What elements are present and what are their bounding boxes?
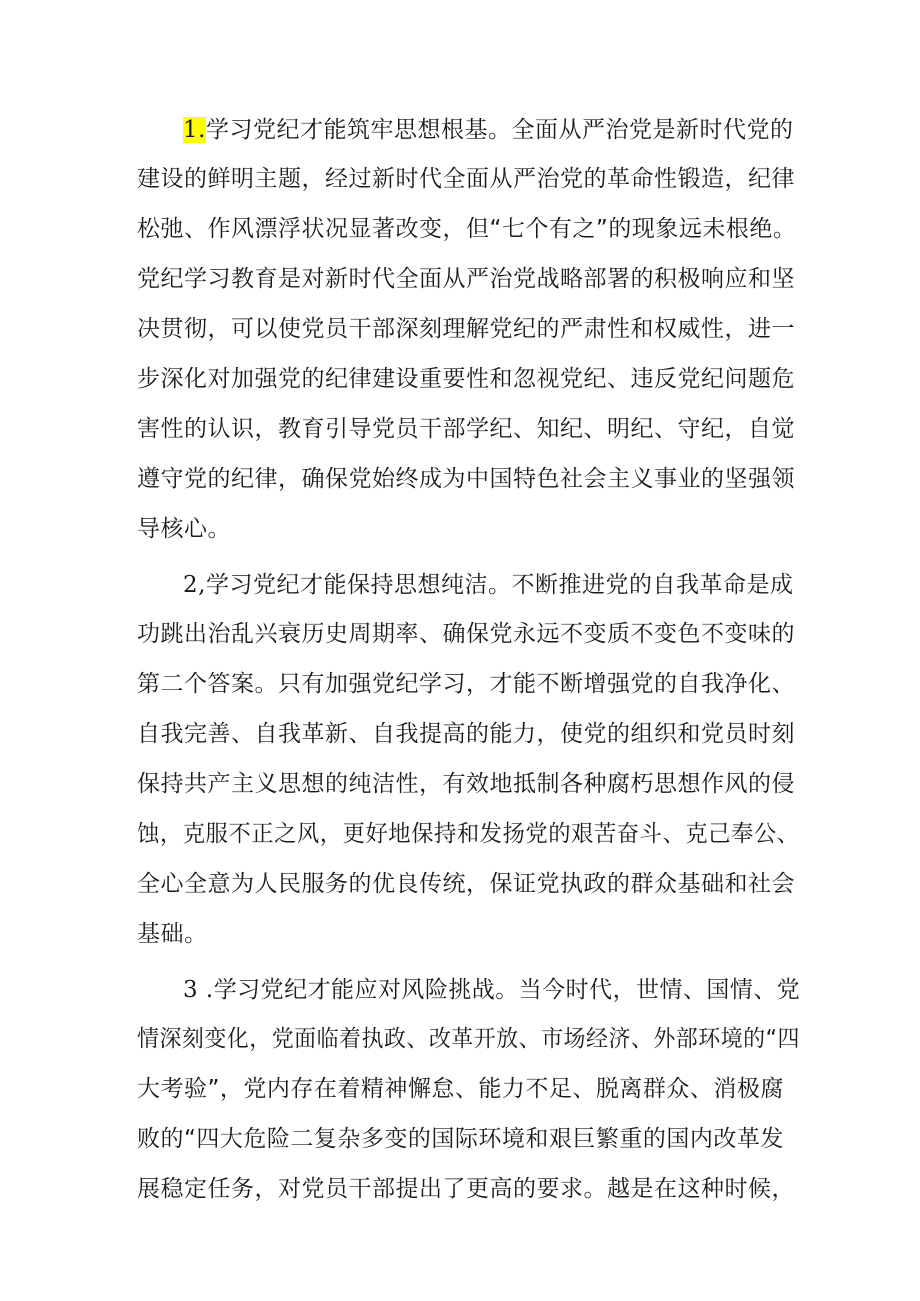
paragraph-2-line-4: 自我完善、自我革新、自我提高的能力，使党的组织和党员时刻 xyxy=(137,721,795,747)
paragraph-3-line-1: 3 .学习党纪才能应对风险挑战。当今时代，世情、国情、党 xyxy=(183,977,801,1003)
paragraph-1-marker: 1. xyxy=(183,117,206,143)
paragraph-1-line-6: 步深化对加强党的纪律建设重要性和忽视党纪、违反党纪问题危 xyxy=(137,366,795,392)
paragraph-3-line-2: 情深刻变化，党面临着执政、改革开放、市场经济、外部环境的“四 xyxy=(137,1026,800,1052)
paragraph-1-line-4: 党纪学习教育是对新时代全面从严治党战略部署的积极响应和坚 xyxy=(137,266,795,292)
paragraph-2-line-8: 基础。 xyxy=(137,921,208,947)
paragraph-1-line-8: 遵守党的纪律，确保党始终成为中国特色社会主义事业的坚强领 xyxy=(137,466,795,492)
paragraph-3-line-5: 展稳定任务，对党员干部提出了更高的要求。越是在这种时候， xyxy=(137,1176,795,1202)
paragraph-2-line-1: 2,学习党纪才能保持思想纯洁。不断推进党的自我革命是成 xyxy=(183,572,794,598)
paragraph-2-line-6: 蚀，克服不正之风，更好地保持和发扬党的艰苦奋斗、克己奉公、 xyxy=(137,821,800,847)
paragraph-2-line-5: 保持共产主义思想的纯洁性，有效地抵制各种腐朽思想作风的侵 xyxy=(137,771,795,797)
paragraph-1-line-7: 害性的认识，教育引导党员干部学纪、知纪、明纪、守纪，自觉 xyxy=(137,416,795,442)
paragraph-2-marker: 2, xyxy=(183,572,206,598)
paragraph-2-line-3: 第二个答案。只有加强党纪学习，才能不断增强党的自我净化、 xyxy=(137,671,795,697)
paragraph-3-line-3: 大考验”，党内存在着精神懈怠、能力不足、脱离群众、消极腐 xyxy=(137,1076,784,1102)
paragraph-3-line-4: 败的“四大危险二复杂多变的国际环境和艰巨繁重的国内改革发 xyxy=(137,1126,784,1152)
paragraph-2-line-2: 功跳出治乱兴衰历史周期率、确保党永远不变质不变色不变味的 xyxy=(137,621,795,647)
paragraph-3-marker: 3 . xyxy=(183,977,214,1003)
paragraph-1-line-1: 1.学习党纪才能筑牢思想根基。全面从严治党是新时代党的 xyxy=(183,117,794,143)
paragraph-1-line-2: 建设的鲜明主题，经过新时代全面从严治党的革命性锻造，纪律 xyxy=(137,166,795,192)
paragraph-2-line-7: 全心全意为人民服务的优良传统，保证党执政的群众基础和社会 xyxy=(137,871,795,897)
paragraph-1-line-5: 决贯彻，可以使党员干部深刻理解党纪的严肃性和权威性，进一 xyxy=(137,316,795,342)
paragraph-1-line-3: 松弛、作风漂浮状况显著改变，但“七个有之”的现象远未根绝。 xyxy=(137,216,797,242)
paragraph-1-line-9: 导核心。 xyxy=(137,516,231,542)
